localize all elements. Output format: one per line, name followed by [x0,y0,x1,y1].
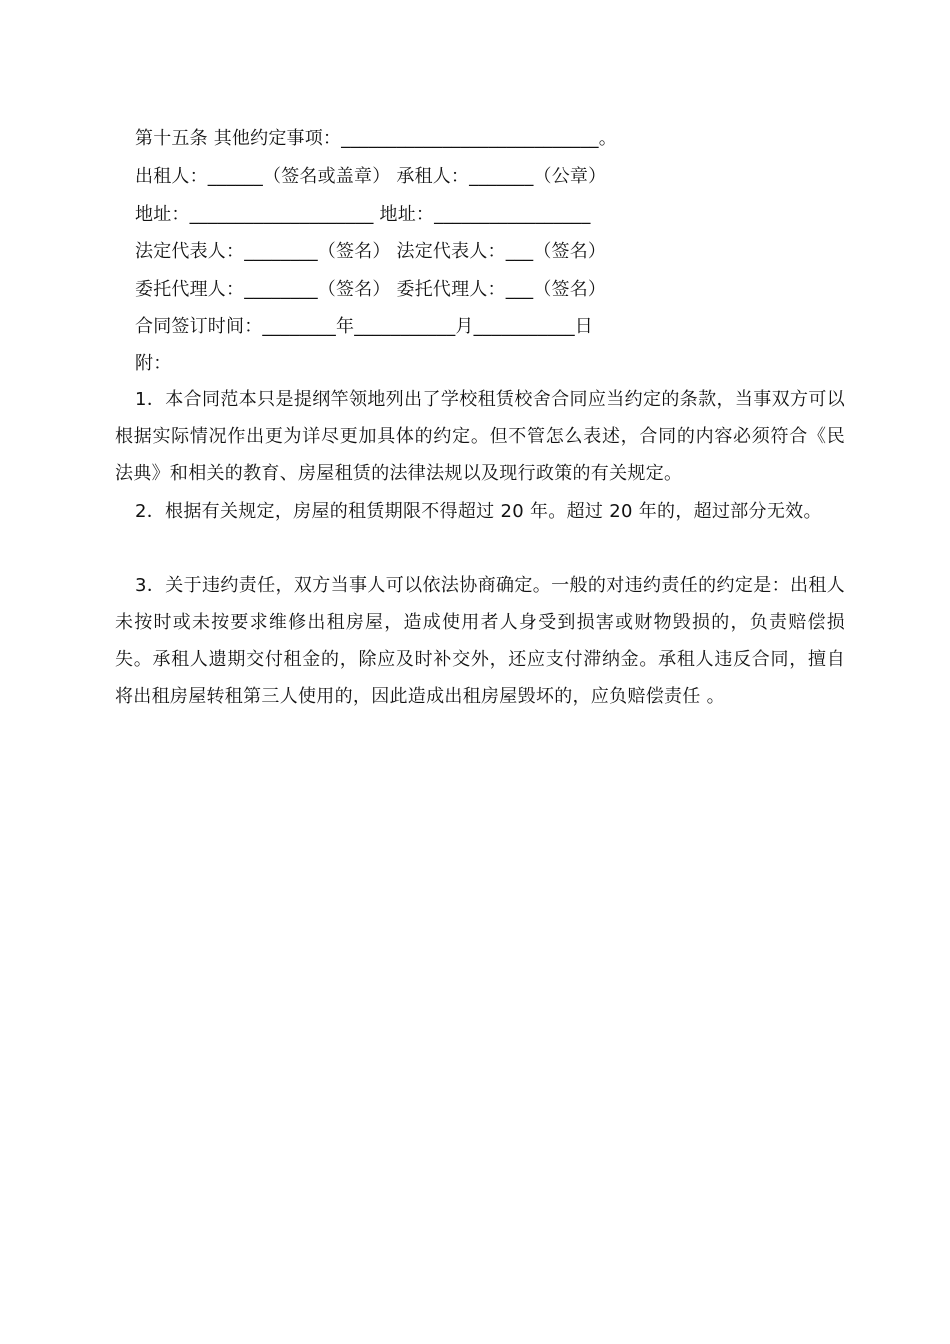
signing-date-line: 合同签订时间：________年___________月___________日 [135,316,593,337]
appendix-note-3: 3．关于违约责任，双方当事人可以依法协商确定。一般的对违约责任的约定是：出租人未按时或未按要求维修出租房屋，造成使用者人身受到损害或财物毁损的，负责赔偿损失。承租人遗期交付租金的，除应及时补交外，还应支付滞纳金。承租人违反合同，擅自将出租房屋转租第三人使用的，因此造成出租房屋毁坏的，应负赔偿责任 。 [115,575,845,707]
appendix-note-1: 1．本合同范本只是提纲竿领地列出了学校租赁校舍合同应当约定的条款，当事双方可以根据实际情况作出更为详尽更加具体的约定。但不管怎么表述，合同的内容必须符合《民法典》和相关的教育、房屋租赁的法律法规以及现行政策的有关规定。 [115,389,845,484]
signatory-line: 出租人：______（签名或盖章） 承租人：_______（公章） [135,166,607,187]
appendix-heading: 附： [135,353,172,374]
authorized-agent-line: 委托代理人：________（签名） 委托代理人：___（签名） [135,279,607,300]
clause-fifteen-line: 第十五条 其他约定事项：____________________________。 [135,128,617,149]
appendix-note-2: 2．根据有关规定，房屋的租赁期限不得超过 20 年。超过 20 年的，超过部分无效。 [135,501,822,522]
legal-representative-line: 法定代表人：________（签名） 法定代表人：___（签名） [135,241,607,262]
address-line: 地址：____________________ 地址：_________________ [135,204,591,225]
